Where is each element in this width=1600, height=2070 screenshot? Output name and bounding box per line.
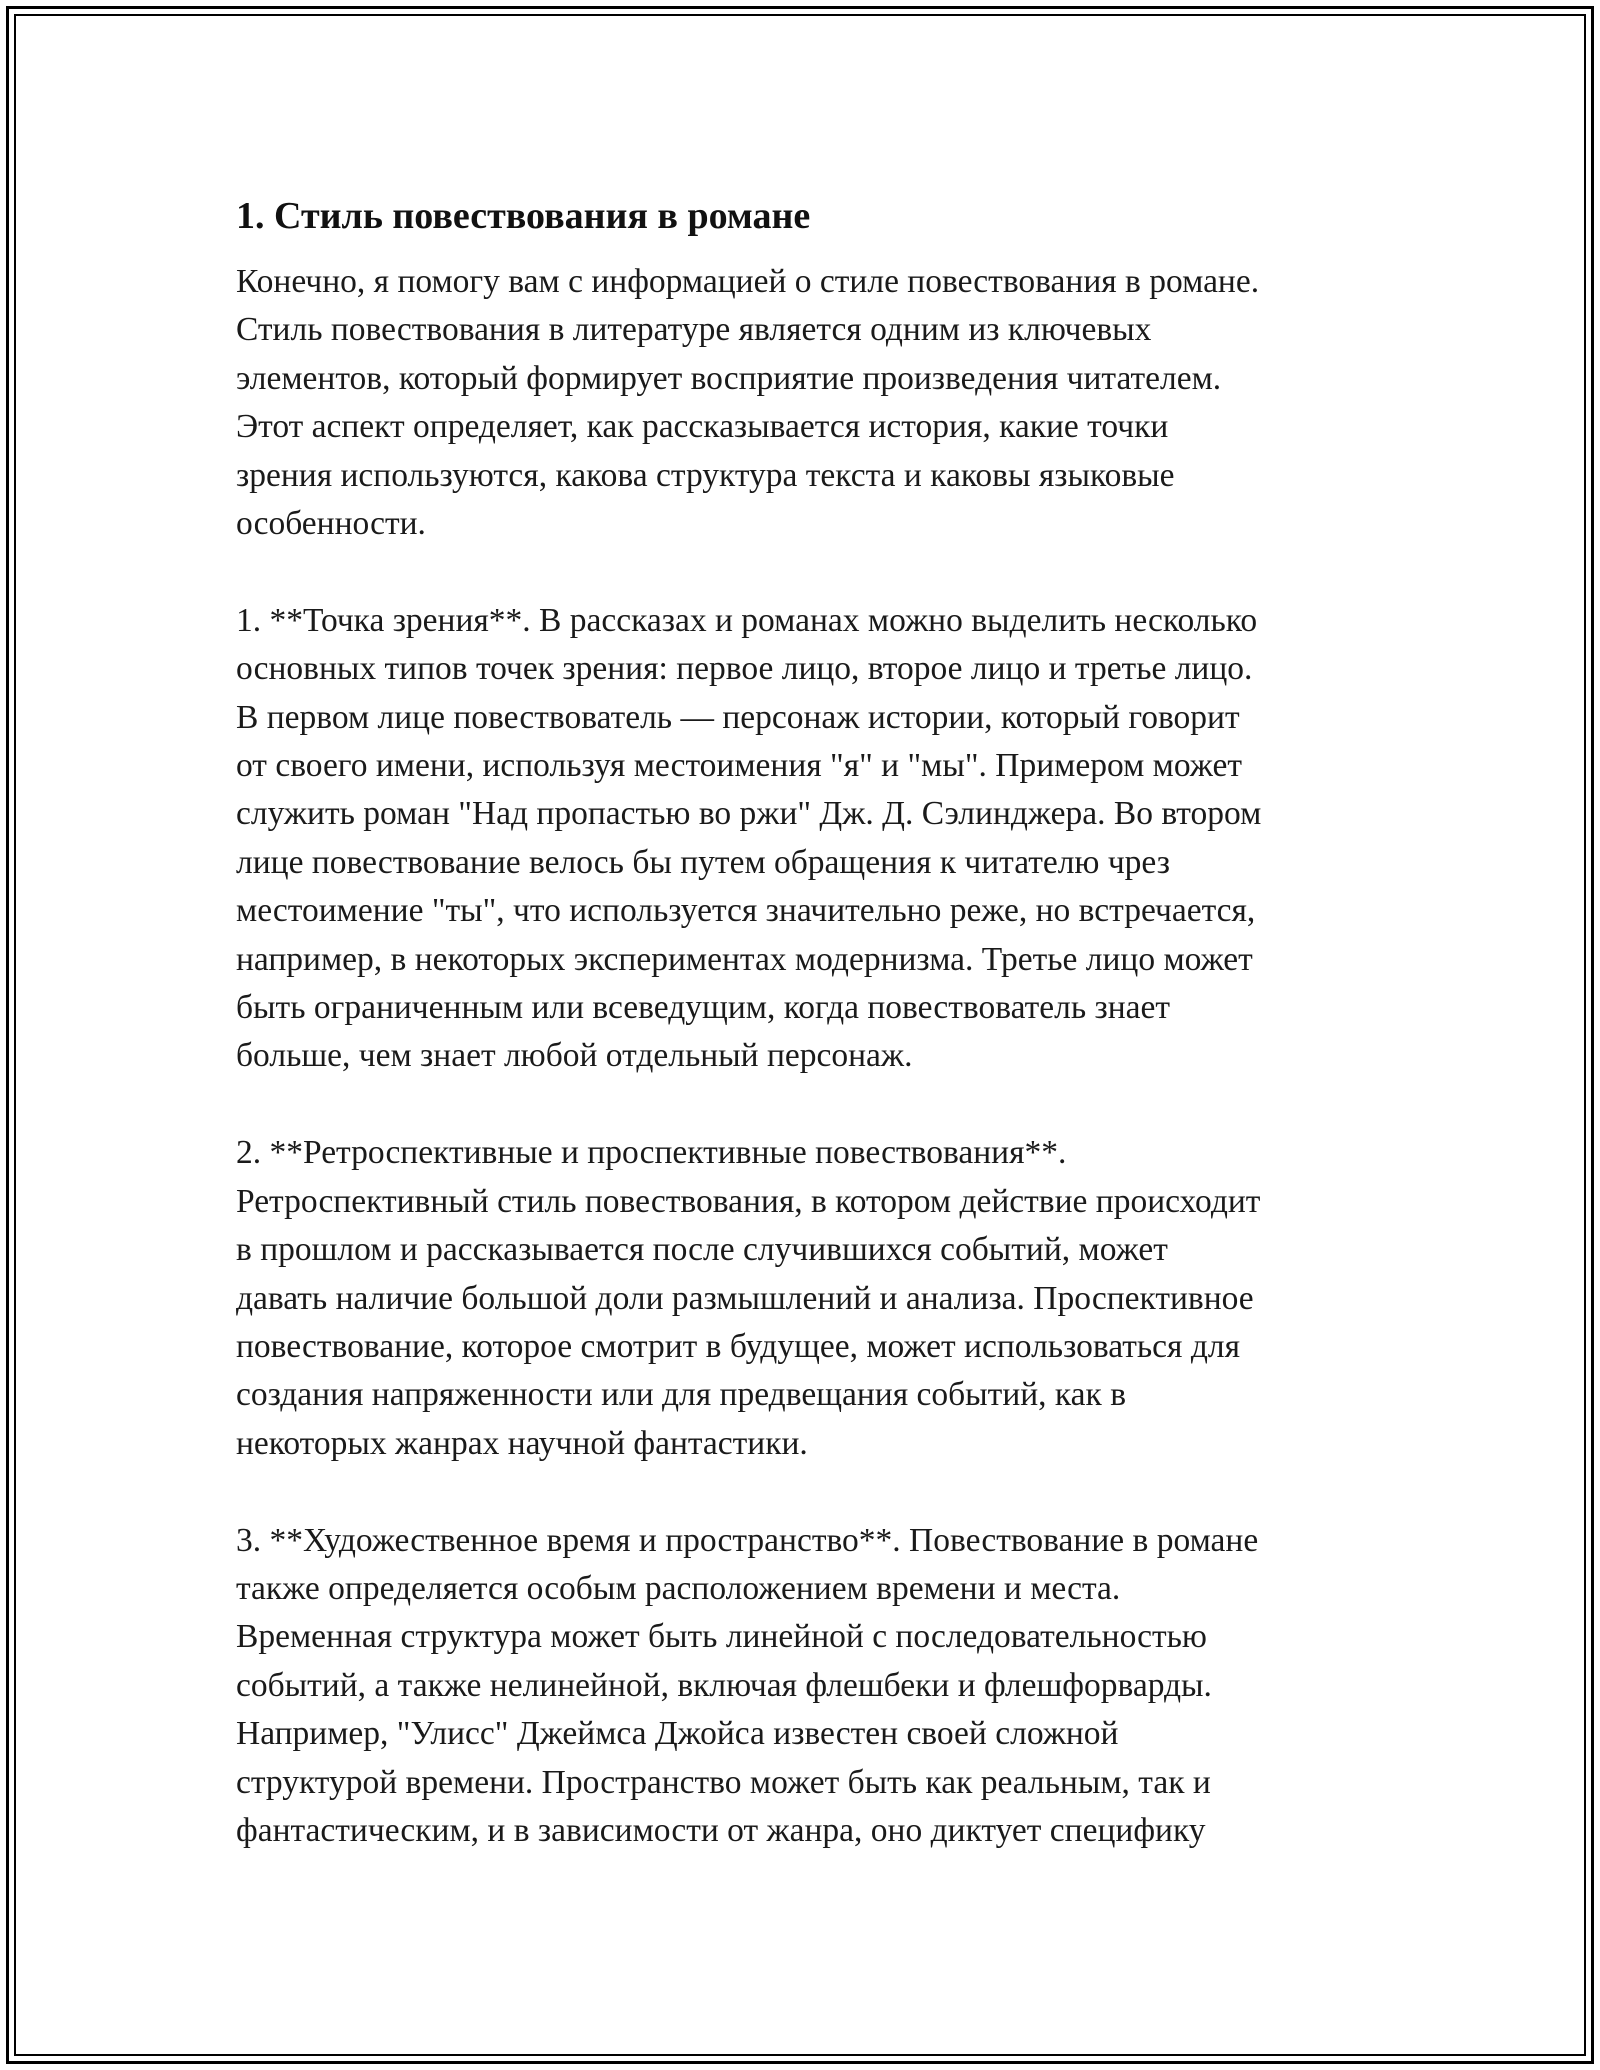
document-page: [236, 186, 1386, 1855]
text-line: Например, "Улисс" Джеймса Джойса известен своей сложной: [236, 1715, 1119, 1753]
text-line: особенности.: [236, 505, 426, 543]
point-of-view-paragraph: [236, 597, 1386, 1081]
retrospective-paragraph: [236, 1129, 1386, 1468]
text-line: быть ограниченным или всеведущим, когда повествователь знает: [236, 989, 1171, 1027]
text-line: В первом лице повествователь — персонаж истории, который говорит: [236, 698, 1240, 736]
text-line: также определяется особым расположением времени и места.: [236, 1569, 1121, 1607]
text-line: Стиль повествования в литературе является одним из ключевых: [236, 311, 1152, 349]
text-line: Ретроспективный стиль повествования, в котором действие происходит: [236, 1182, 1261, 1220]
text-line: основных типов точек зрения: первое лицо, второе лицо и третье лицо.: [236, 650, 1253, 688]
intro-paragraph: [236, 258, 1386, 548]
text-line: создания напряженности или для предвещания событий, как в: [236, 1376, 1127, 1414]
text-line: структурой времени. Пространство может быть как реальным, так и: [236, 1763, 1211, 1801]
text-line: от своего имени, используя местоимения "я" и "мы". Примером может: [236, 747, 1242, 785]
text-line: зрения используются, какова структура текста и каковы языковые: [236, 456, 1175, 494]
text-line: некоторых жанрах научной фантастики.: [236, 1424, 808, 1462]
text-line: например, в некоторых экспериментах модернизма. Третье лицо может: [236, 940, 1253, 978]
text-line: Конечно, я помогу вам с информацией о стиле повествования в романе.: [236, 263, 1260, 300]
text-line: давать наличие большой доли размышлений и анализа. Проспективное: [236, 1279, 1254, 1317]
text-line: Этот аспект определяет, как рассказывается история, какие точки: [236, 408, 1169, 446]
text-line: Временная структура может быть линейной с последовательностью: [236, 1618, 1207, 1656]
text-line: событий, а также нелинейной, включая флешбеки и флешфорварды.: [236, 1666, 1212, 1704]
text-line: 3. **Художественное время и пространство**. Повествование в романе: [236, 1521, 1259, 1559]
text-line: больше, чем знает любой отдельный персонаж.: [236, 1037, 913, 1075]
text-line: в прошлом и рассказывается после случившихся событий, может: [236, 1231, 1168, 1269]
text-line: 2. **Ретроспективные и проспективные повествования**.: [236, 1134, 1067, 1172]
time-space-paragraph: [236, 1517, 1386, 1856]
text-line: местоимение "ты", что используется значительно реже, но встречается,: [236, 892, 1256, 930]
text-line: служить роман "Над пропастью во ржи" Дж. Д. Сэлинджера. Во втором: [236, 795, 1262, 833]
text-line: повествование, которое смотрит в будущее, может использоваться для: [236, 1327, 1240, 1365]
text-line: лице повествование велось бы путем обращения к читателю чрез: [236, 843, 1170, 881]
text-line: элементов, который формирует восприятие произведения читателем.: [236, 359, 1222, 397]
text-line: фантастическим, и в зависимости от жанра, оно диктует специфику: [236, 1811, 1206, 1849]
text-line: 1. **Точка зрения**. В рассказах и романах можно выделить несколько: [236, 601, 1258, 639]
section-heading: 1. Стиль повествования в романе: [236, 195, 811, 237]
